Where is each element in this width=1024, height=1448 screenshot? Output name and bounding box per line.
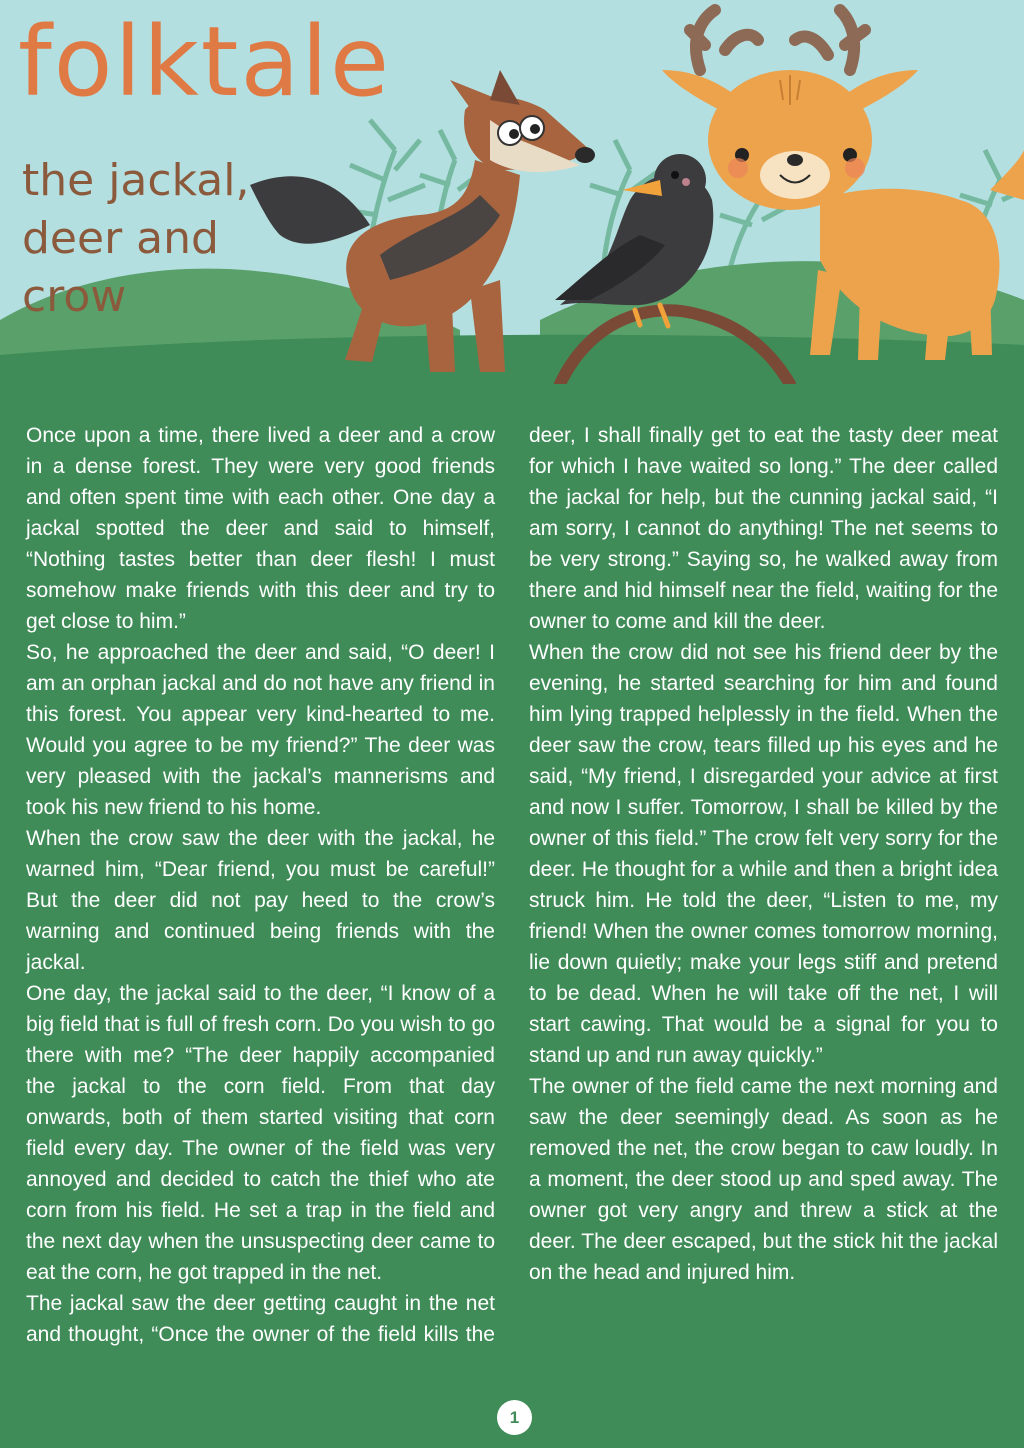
story-paragraph: Once upon a time, there lived a deer and a crow in a dense forest. They were very good friends and often spent time with each other. One day a jackal spotted the deer and said to himself, “Nothing tastes better than deer flesh! I must somehow make friends with this deer and try to get close to him.” — [26, 424, 495, 633]
header-banner — [0, 0, 1024, 384]
story-paragraph: The owner of the field came the next morning and saw the deer seemingly dead. As soon as he removed the net, the crow began to caw loudly. In a moment, the deer stood up and sped away. The owner got very angry and threw a stick at the deer. The deer escaped, but the stick hit the jackal on the head and injured him. — [529, 1075, 998, 1284]
story-text — [26, 420, 998, 1380]
story-paragraph: One day, the jackal said to the deer, “I know of a big field that is full of fresh corn. Do you wish to go there with me? “The deer happily accompanied the jackal to the corn field. From that day onwards, both of them started visiting that corn field every day. The owner of the field was very annoyed and decided to catch the thief who ate corn from his field. He set a trap in the field and the next day when the unsuspecting deer came to eat the corn, he got trapped in the net. — [26, 982, 495, 1284]
story-paragraph: When the crow did not see his friend deer by the evening, he started searching for him and found him lying trapped helplessly in the field. When the deer saw the crow, tears filled up his eyes and he said, “My friend, I disregarded your advice at first and now I suffer. Tomorrow, I shall be killed by the owner of this field.” The crow felt very sorry for the deer. He thought for a while and then a bright idea struck him. He told the deer, “Listen to me, my friend! When the owner comes tomorrow morning, lie down quietly; make your legs stiff and pretend to be dead. When he will take off the net, I will start cawing. That would be a signal for you to stand up and run away quickly.” — [529, 641, 998, 1067]
story-paragraph: So, he approached the deer and said, “O deer! I am an orphan jackal and do not have any friend in this forest. You appear very kind-hearted to me. Would you agree to be my friend?” The deer was very pleased with the jackal’s mannerisms and took his new friend to his home. — [26, 641, 495, 819]
story-subtitle: the jackal, deer and crow — [22, 155, 250, 322]
page-number-badge: 1 — [497, 1400, 532, 1435]
page-title: folktale — [18, 6, 391, 118]
story-paragraph: The jackal saw the deer getting caught in the net and thought, “Once the owner of the field kills the deer, I shall finally get to eat the tasty deer meat for which I have waited so long.” The deer called the jackal for help, but the cunning jackal said, “I am sorry, I cannot do anything! The net seems to be very strong.” Saying so, he walked away from there and hid himself near the field, waiting for the owner to come and kill the deer. — [26, 424, 998, 1346]
story-paragraph: When the crow saw the deer with the jackal, he warned him, “Dear friend, you must be careful!” But the deer did not pay heed to the crow’s warning and continued being friends with the jackal. — [26, 827, 495, 974]
